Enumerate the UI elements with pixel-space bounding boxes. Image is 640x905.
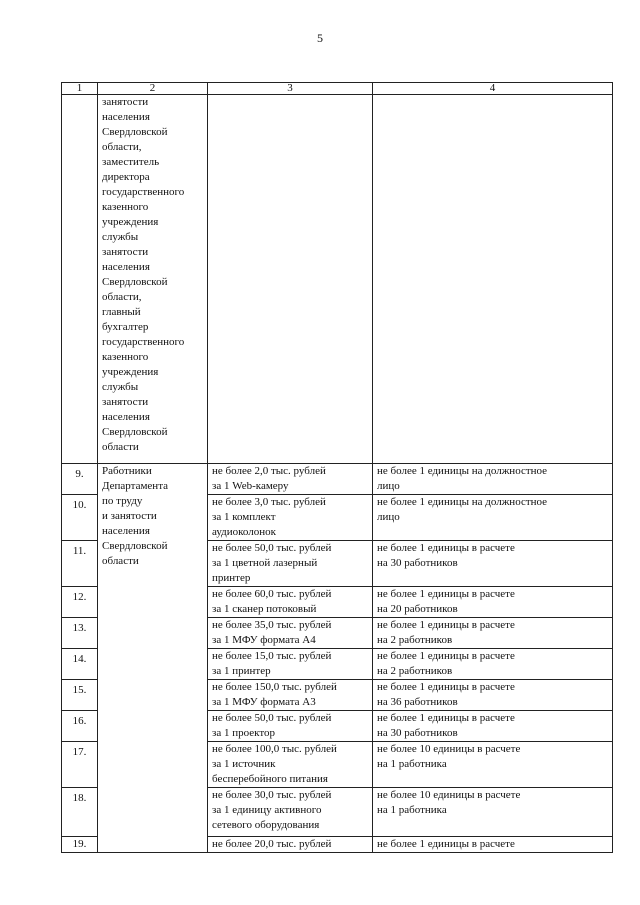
table-cell-quantity <box>373 95 613 464</box>
quantity-cell: не более 1 единицы в расчете на 2 работников <box>373 618 613 649</box>
row-number: 19. <box>62 837 98 853</box>
page-number: 5 <box>317 31 323 45</box>
quantity-cell: не более 10 единицы в расчете на 1 работника <box>373 788 613 837</box>
header-row <box>62 83 613 95</box>
table-cell-num <box>62 95 98 464</box>
cost-cell: не более 3,0 тыс. рублей за 1 комплект аудиоколонок <box>208 495 373 541</box>
quantity-cell: не более 10 единицы в расчете на 1 работника <box>373 742 613 788</box>
cost-cell: не более 35,0 тыс. рублей за 1 МФУ формата А4 <box>208 618 373 649</box>
row-number: 15. <box>62 680 98 711</box>
row-number: 18. <box>62 788 98 837</box>
table-cell-cost <box>208 95 373 464</box>
position-cell: занятости населения Свердловской области, заместитель директора государственного казенного учреждения службы занятости населения Свердловской области, главный бухгалтер государственного казенного учреждения службы занятости населения Свердловской области <box>98 95 208 464</box>
row-number: 9. <box>62 464 98 495</box>
quantity-cell: не более 1 единицы в расчете <box>373 837 613 853</box>
row-number: 17. <box>62 742 98 788</box>
cost-cell: не более 20,0 тыс. рублей <box>208 837 373 853</box>
row-number: 10. <box>62 495 98 541</box>
row-number: 14. <box>62 649 98 680</box>
cost-cell: не более 50,0 тыс. рублей за 1 цветной лазерный принтер <box>208 541 373 587</box>
quantity-cell: не более 1 единицы в расчете на 20 работников <box>373 587 613 618</box>
row-number: 12. <box>62 587 98 618</box>
quantity-cell: не более 1 единицы на должностное лицо <box>373 464 613 495</box>
norms-table <box>61 82 613 853</box>
row-number: 11. <box>62 541 98 587</box>
header-cell-2: 2 <box>98 83 208 95</box>
continued-row <box>62 95 613 464</box>
quantity-cell: не более 1 единицы в расчете на 30 работников <box>373 711 613 742</box>
employee-group-cell: Работники Департамента по труду и занятости населения Свердловской области <box>98 464 208 853</box>
cost-cell: не более 2,0 тыс. рублей за 1 Web-камеру <box>208 464 373 495</box>
row-number: 13. <box>62 618 98 649</box>
header-cell-4: 4 <box>373 83 613 95</box>
cost-cell: не более 15,0 тыс. рублей за 1 принтер <box>208 649 373 680</box>
cost-cell: не более 60,0 тыс. рублей за 1 сканер потоковый <box>208 587 373 618</box>
quantity-cell: не более 1 единицы в расчете на 30 работников <box>373 541 613 587</box>
table-row <box>62 464 613 495</box>
row-number: 16. <box>62 711 98 742</box>
cost-cell: не более 30,0 тыс. рублей за 1 единицу активного сетевого оборудования <box>208 788 373 837</box>
quantity-cell: не более 1 единицы в расчете на 36 работников <box>373 680 613 711</box>
cost-cell: не более 150,0 тыс. рублей за 1 МФУ формата А3 <box>208 680 373 711</box>
header-cell-1: 1 <box>62 83 98 95</box>
cost-cell: не более 50,0 тыс. рублей за 1 проектор <box>208 711 373 742</box>
header-cell-3: 3 <box>208 83 373 95</box>
quantity-cell: не более 1 единицы на должностное лицо <box>373 495 613 541</box>
quantity-cell: не более 1 единицы в расчете на 2 работников <box>373 649 613 680</box>
cost-cell: не более 100,0 тыс. рублей за 1 источник бесперебойного питания <box>208 742 373 788</box>
